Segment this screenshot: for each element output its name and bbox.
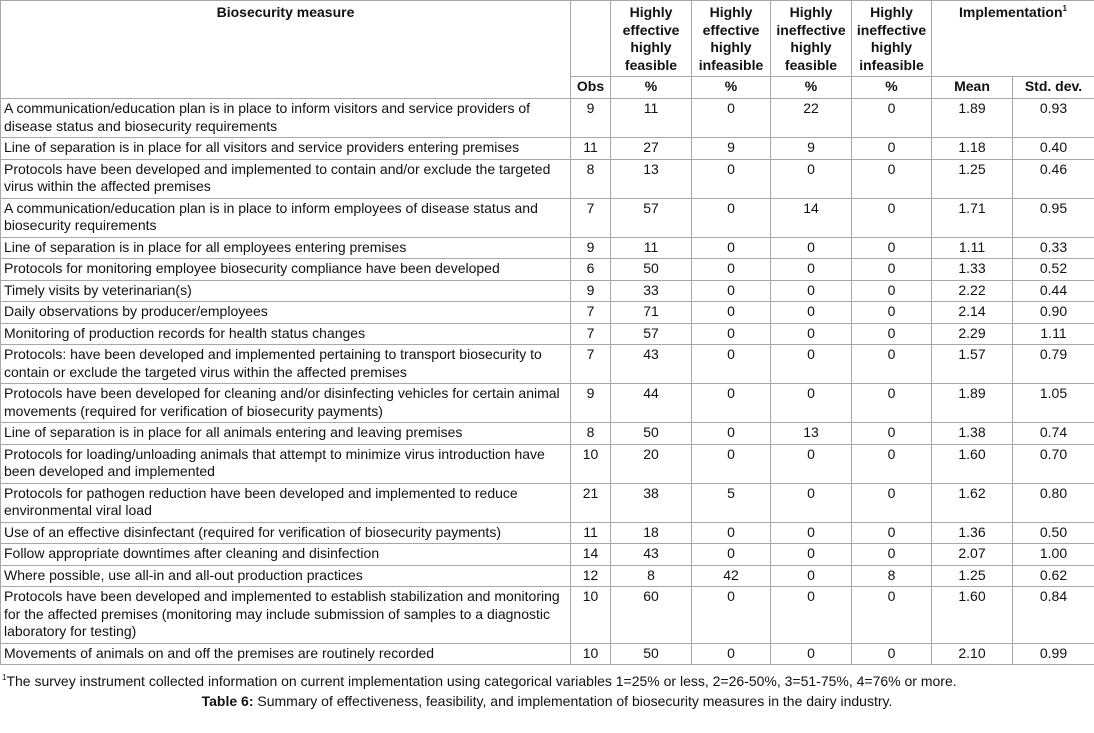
table-row [1, 99, 1094, 138]
effective-infeasible-cell: 0 [692, 587, 771, 644]
obs-cell: 9 [571, 99, 611, 138]
measure-cell: Timely visits by veterinarian(s) [1, 280, 571, 302]
table-row [1, 522, 1094, 544]
ineffective-feasible-cell: 0 [771, 522, 852, 544]
header-ineffective-infeasible: Highly ineffective highly infeasible [852, 1, 932, 77]
mean-cell: 1.60 [932, 587, 1013, 644]
effective-infeasible-cell: 0 [692, 643, 771, 665]
measure-cell: Line of separation is in place for all visitors and service providers entering premises [1, 138, 571, 160]
obs-cell: 7 [571, 345, 611, 384]
ineffective-feasible-cell: 9 [771, 138, 852, 160]
effective-feasible-cell: 43 [611, 345, 692, 384]
effective-feasible-cell: 43 [611, 544, 692, 566]
ineffective-infeasible-cell: 0 [852, 138, 932, 160]
measure-cell: A communication/education plan is in place to inform visitors and service providers of disease status and biosecurity requirements [1, 99, 571, 138]
obs-cell: 11 [571, 522, 611, 544]
effective-feasible-cell: 11 [611, 99, 692, 138]
effective-infeasible-cell: 0 [692, 384, 771, 423]
measure-cell: Protocols have been developed and implemented to contain and/or exclude the targeted virus within the affected premises [1, 159, 571, 198]
header-pct-3: % [771, 77, 852, 99]
ineffective-feasible-cell: 0 [771, 483, 852, 522]
effective-infeasible-cell: 0 [692, 259, 771, 281]
measure-cell: Use of an effective disinfectant (required for verification of biosecurity payments) [1, 522, 571, 544]
effective-feasible-cell: 18 [611, 522, 692, 544]
std-dev-cell: 0.33 [1013, 237, 1094, 259]
table-row [1, 587, 1094, 644]
ineffective-feasible-cell: 0 [771, 159, 852, 198]
table-row [1, 345, 1094, 384]
caption-text: Summary of effectiveness, feasibility, and implementation of biosecurity measures in the dairy industry. [253, 693, 893, 709]
std-dev-cell: 0.52 [1013, 259, 1094, 281]
ineffective-feasible-cell: 13 [771, 423, 852, 445]
ineffective-infeasible-cell: 0 [852, 483, 932, 522]
effective-feasible-cell: 13 [611, 159, 692, 198]
table-row [1, 565, 1094, 587]
effective-infeasible-cell: 0 [692, 522, 771, 544]
header-effective-infeasible: Highly effective highly infeasible [692, 1, 771, 77]
ineffective-feasible-cell: 0 [771, 384, 852, 423]
measure-cell: Protocols for pathogen reduction have been developed and implemented to reduce environmental viral load [1, 483, 571, 522]
footnote [0, 665, 1094, 690]
std-dev-cell: 0.70 [1013, 444, 1094, 483]
ineffective-feasible-cell: 0 [771, 565, 852, 587]
ineffective-infeasible-cell: 0 [852, 587, 932, 644]
mean-cell: 1.89 [932, 384, 1013, 423]
effective-infeasible-cell: 5 [692, 483, 771, 522]
footnote-text: The survey instrument collected information on current implementation using categorical variables 1=25% or less, 2=26-50%, 3=51-75%, 4=76% or more. [6, 673, 957, 689]
ineffective-infeasible-cell: 0 [852, 444, 932, 483]
table-body [1, 99, 1094, 665]
header-implementation-label: Implementation [959, 4, 1063, 20]
mean-cell: 1.38 [932, 423, 1013, 445]
table-row [1, 138, 1094, 160]
header-ineffective-feasible: Highly ineffective highly feasible [771, 1, 852, 77]
measure-cell: Protocols have been developed for cleaning and/or disinfecting vehicles for certain animal movements (required for verification of biosecurity payments) [1, 384, 571, 423]
effective-infeasible-cell: 0 [692, 544, 771, 566]
effective-feasible-cell: 71 [611, 302, 692, 324]
obs-cell: 10 [571, 587, 611, 644]
measure-cell: Protocols: have been developed and implemented pertaining to transport biosecurity to contain or exclude the targeted virus within the affected premises [1, 345, 571, 384]
header-pct-4: % [852, 77, 932, 99]
effective-feasible-cell: 60 [611, 587, 692, 644]
measure-cell: Protocols for loading/unloading animals that attempt to minimize virus introduction have been developed and implemented [1, 444, 571, 483]
ineffective-feasible-cell: 0 [771, 587, 852, 644]
ineffective-infeasible-cell: 0 [852, 522, 932, 544]
table-row [1, 643, 1094, 665]
measure-cell: Movements of animals on and off the premises are routinely recorded [1, 643, 571, 665]
obs-cell: 8 [571, 423, 611, 445]
std-dev-cell: 0.95 [1013, 198, 1094, 237]
std-dev-cell: 0.50 [1013, 522, 1094, 544]
mean-cell: 1.18 [932, 138, 1013, 160]
ineffective-feasible-cell: 0 [771, 259, 852, 281]
measure-cell: Where possible, use all-in and all-out production practices [1, 565, 571, 587]
mean-cell: 1.62 [932, 483, 1013, 522]
header-effective-feasible: Highly effective highly feasible [611, 1, 692, 77]
measure-cell: Line of separation is in place for all animals entering and leaving premises [1, 423, 571, 445]
mean-cell: 1.25 [932, 565, 1013, 587]
effective-feasible-cell: 50 [611, 643, 692, 665]
table-row [1, 483, 1094, 522]
footnote-mark: 1 [2, 673, 7, 682]
effective-feasible-cell: 57 [611, 198, 692, 237]
effective-feasible-cell: 33 [611, 280, 692, 302]
ineffective-infeasible-cell: 8 [852, 565, 932, 587]
ineffective-feasible-cell: 0 [771, 280, 852, 302]
table-row [1, 237, 1094, 259]
ineffective-infeasible-cell: 0 [852, 643, 932, 665]
ineffective-feasible-cell: 0 [771, 237, 852, 259]
table-row [1, 423, 1094, 445]
header-mean: Mean [932, 77, 1013, 99]
effective-infeasible-cell: 0 [692, 345, 771, 384]
mean-cell: 1.57 [932, 345, 1013, 384]
effective-infeasible-cell: 42 [692, 565, 771, 587]
table-row [1, 544, 1094, 566]
obs-cell: 7 [571, 198, 611, 237]
header-std-dev: Std. dev. [1013, 77, 1094, 99]
ineffective-feasible-cell: 0 [771, 323, 852, 345]
ineffective-infeasible-cell: 0 [852, 99, 932, 138]
obs-cell: 6 [571, 259, 611, 281]
std-dev-cell: 0.62 [1013, 565, 1094, 587]
effective-infeasible-cell: 0 [692, 280, 771, 302]
ineffective-infeasible-cell: 0 [852, 345, 932, 384]
effective-feasible-cell: 50 [611, 259, 692, 281]
std-dev-cell: 0.99 [1013, 643, 1094, 665]
mean-cell: 2.29 [932, 323, 1013, 345]
obs-cell: 9 [571, 237, 611, 259]
std-dev-cell: 0.74 [1013, 423, 1094, 445]
ineffective-feasible-cell: 0 [771, 444, 852, 483]
header-pct-2: % [692, 77, 771, 99]
ineffective-infeasible-cell: 0 [852, 259, 932, 281]
effective-infeasible-cell: 0 [692, 423, 771, 445]
mean-cell: 1.71 [932, 198, 1013, 237]
obs-cell: 9 [571, 384, 611, 423]
mean-cell: 1.25 [932, 159, 1013, 198]
measure-cell: Protocols for monitoring employee biosecurity compliance have been developed [1, 259, 571, 281]
effective-feasible-cell: 57 [611, 323, 692, 345]
obs-cell: 10 [571, 444, 611, 483]
std-dev-cell: 1.11 [1013, 323, 1094, 345]
effective-feasible-cell: 38 [611, 483, 692, 522]
mean-cell: 2.14 [932, 302, 1013, 324]
ineffective-infeasible-cell: 0 [852, 323, 932, 345]
ineffective-infeasible-cell: 0 [852, 384, 932, 423]
ineffective-infeasible-cell: 0 [852, 198, 932, 237]
effective-infeasible-cell: 0 [692, 99, 771, 138]
header-biosecurity-measure: Biosecurity measure [1, 1, 571, 99]
mean-cell: 2.07 [932, 544, 1013, 566]
obs-cell: 7 [571, 302, 611, 324]
table-row [1, 302, 1094, 324]
std-dev-cell: 1.05 [1013, 384, 1094, 423]
effective-infeasible-cell: 0 [692, 237, 771, 259]
std-dev-cell: 0.46 [1013, 159, 1094, 198]
mean-cell: 1.60 [932, 444, 1013, 483]
obs-cell: 14 [571, 544, 611, 566]
mean-cell: 1.33 [932, 259, 1013, 281]
effective-infeasible-cell: 0 [692, 444, 771, 483]
ineffective-feasible-cell: 0 [771, 345, 852, 384]
obs-cell: 8 [571, 159, 611, 198]
obs-cell: 10 [571, 643, 611, 665]
ineffective-feasible-cell: 0 [771, 302, 852, 324]
effective-feasible-cell: 20 [611, 444, 692, 483]
effective-feasible-cell: 44 [611, 384, 692, 423]
ineffective-feasible-cell: 14 [771, 198, 852, 237]
effective-infeasible-cell: 0 [692, 198, 771, 237]
effective-infeasible-cell: 0 [692, 302, 771, 324]
mean-cell: 1.36 [932, 522, 1013, 544]
effective-feasible-cell: 50 [611, 423, 692, 445]
caption-label: Table 6: [201, 693, 254, 709]
effective-feasible-cell: 27 [611, 138, 692, 160]
std-dev-cell: 0.79 [1013, 345, 1094, 384]
header-implementation [932, 1, 1094, 77]
measure-cell: Follow appropriate downtimes after cleaning and disinfection [1, 544, 571, 566]
effective-feasible-cell: 11 [611, 237, 692, 259]
obs-cell: 7 [571, 323, 611, 345]
measure-cell: Protocols have been developed and implemented to establish stabilization and monitoring for the affected premises (monitoring may include submission of samples to a diagnostic laboratory for testing) [1, 587, 571, 644]
table-row [1, 259, 1094, 281]
header-pct-1: % [611, 77, 692, 99]
mean-cell: 2.10 [932, 643, 1013, 665]
table-header [1, 1, 1094, 99]
std-dev-cell: 1.00 [1013, 544, 1094, 566]
ineffective-infeasible-cell: 0 [852, 544, 932, 566]
std-dev-cell: 0.93 [1013, 99, 1094, 138]
obs-cell: 12 [571, 565, 611, 587]
measure-cell: Daily observations by producer/employees [1, 302, 571, 324]
effective-feasible-cell: 8 [611, 565, 692, 587]
effective-infeasible-cell: 9 [692, 138, 771, 160]
std-dev-cell: 0.80 [1013, 483, 1094, 522]
ineffective-feasible-cell: 22 [771, 99, 852, 138]
mean-cell: 2.22 [932, 280, 1013, 302]
table-row [1, 280, 1094, 302]
ineffective-infeasible-cell: 0 [852, 237, 932, 259]
measure-cell: A communication/education plan is in place to inform employees of disease status and biosecurity requirements [1, 198, 571, 237]
std-dev-cell: 0.90 [1013, 302, 1094, 324]
table-caption [0, 690, 1094, 710]
ineffective-infeasible-cell: 0 [852, 423, 932, 445]
std-dev-cell: 0.40 [1013, 138, 1094, 160]
table-row [1, 384, 1094, 423]
ineffective-infeasible-cell: 0 [852, 280, 932, 302]
footnote-marker: 1 [1062, 4, 1067, 13]
measure-cell: Monitoring of production records for health status changes [1, 323, 571, 345]
ineffective-infeasible-cell: 0 [852, 159, 932, 198]
obs-cell: 9 [571, 280, 611, 302]
table-row [1, 198, 1094, 237]
table-row [1, 159, 1094, 198]
effective-infeasible-cell: 0 [692, 323, 771, 345]
obs-cell: 11 [571, 138, 611, 160]
effective-infeasible-cell: 0 [692, 159, 771, 198]
measure-cell: Line of separation is in place for all employees entering premises [1, 237, 571, 259]
obs-cell: 21 [571, 483, 611, 522]
ineffective-feasible-cell: 0 [771, 544, 852, 566]
table-row [1, 444, 1094, 483]
std-dev-cell: 0.44 [1013, 280, 1094, 302]
ineffective-infeasible-cell: 0 [852, 302, 932, 324]
table-row [1, 323, 1094, 345]
mean-cell: 1.11 [932, 237, 1013, 259]
std-dev-cell: 0.84 [1013, 587, 1094, 644]
header-obs: Obs [571, 77, 611, 99]
header-obs-spacer [571, 1, 611, 77]
ineffective-feasible-cell: 0 [771, 643, 852, 665]
mean-cell: 1.89 [932, 99, 1013, 138]
